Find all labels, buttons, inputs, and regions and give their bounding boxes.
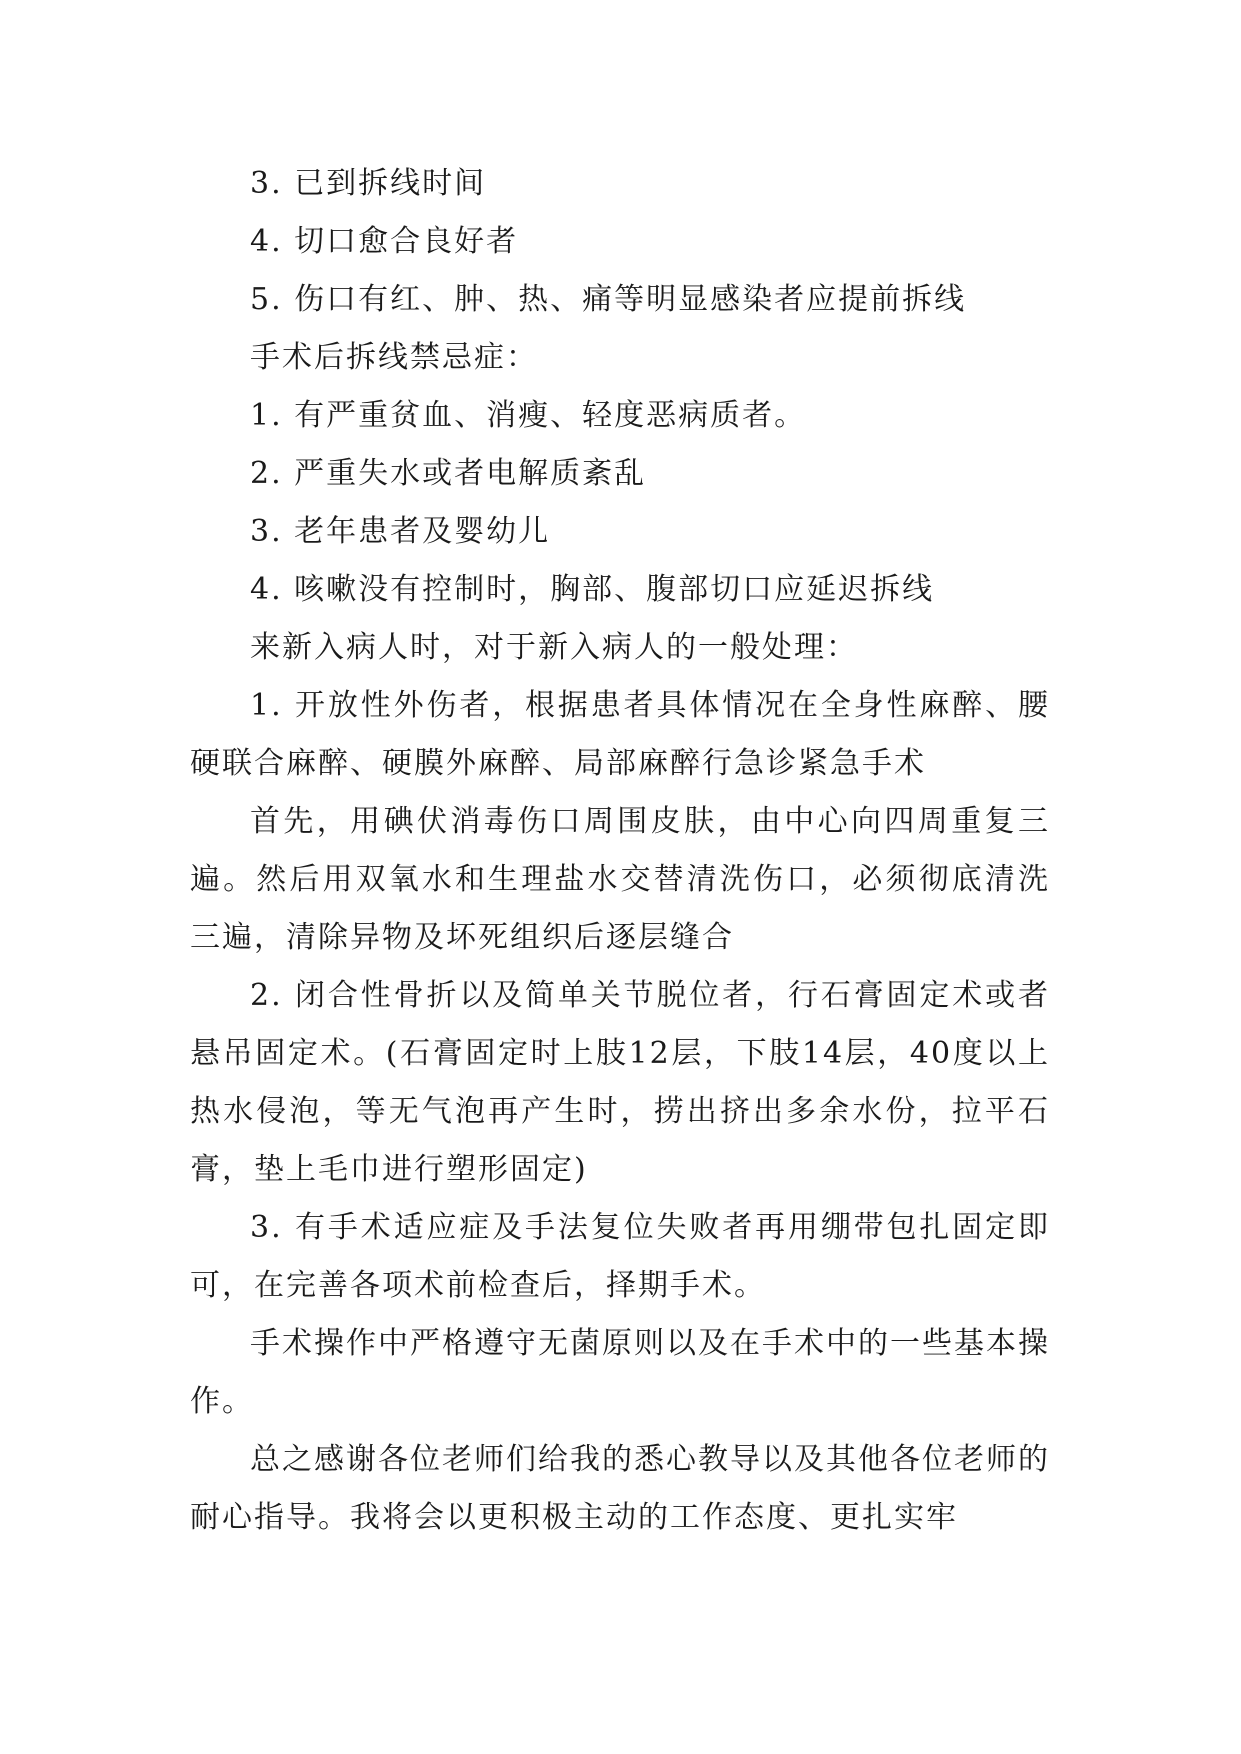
paragraph: 手术操作中严格遵守无菌原则以及在手术中的一些基本操作。 [190, 1326, 1050, 1419]
paragraph: 1. 开放性外伤者，根据患者具体情况在全身性麻醉、腰硬联合麻醉、硬膜外麻醉、局部麻醉行急诊紧急手术 [190, 688, 1050, 781]
paragraph: 2. 严重失水或者电解质紊乱 [250, 456, 647, 491]
paragraph-heading: 来新入病人时，对于新入病人的一般处理： [250, 630, 858, 665]
paragraph: 4. 咳嗽没有控制时，胸部、腹部切口应延迟拆线 [250, 572, 935, 607]
paragraph: 3. 已到拆线时间 [250, 166, 487, 201]
paragraph: 5. 伤口有红、肿、热、痛等明显感染者应提前拆线 [250, 282, 967, 317]
document-body [190, 155, 1050, 1547]
paragraph: 1. 有严重贫血、消瘦、轻度恶病质者。 [250, 398, 807, 433]
paragraph: 总之感谢各位老师们给我的悉心教导以及其他各位老师的耐心指导。我将会以更积极主动的工作态度、更扎实牢 [190, 1442, 1050, 1535]
paragraph: 首先，用碘伏消毒伤口周围皮肤，由中心向四周重复三遍。然后用双氧水和生理盐水交替清洗伤口，必须彻底清洗三遍，清除异物及坏死组织后逐层缝合 [190, 804, 1050, 955]
paragraph: 3. 有手术适应症及手法复位失败者再用绷带包扎固定即可，在完善各项术前检查后，择期手术。 [190, 1210, 1050, 1303]
paragraph: 3. 老年患者及婴幼儿 [250, 514, 551, 549]
paragraph: 4. 切口愈合良好者 [250, 224, 519, 259]
paragraph-heading: 手术后拆线禁忌症： [250, 340, 538, 375]
paragraph: 2. 闭合性骨折以及简单关节脱位者，行石膏固定术或者悬吊固定术。(石膏固定时上肢12层，下肢14层，40度以上热水侵泡，等无气泡再产生时，捞出挤出多余水份，拉平石膏，垫上毛巾进行塑形固定) [190, 978, 1050, 1187]
